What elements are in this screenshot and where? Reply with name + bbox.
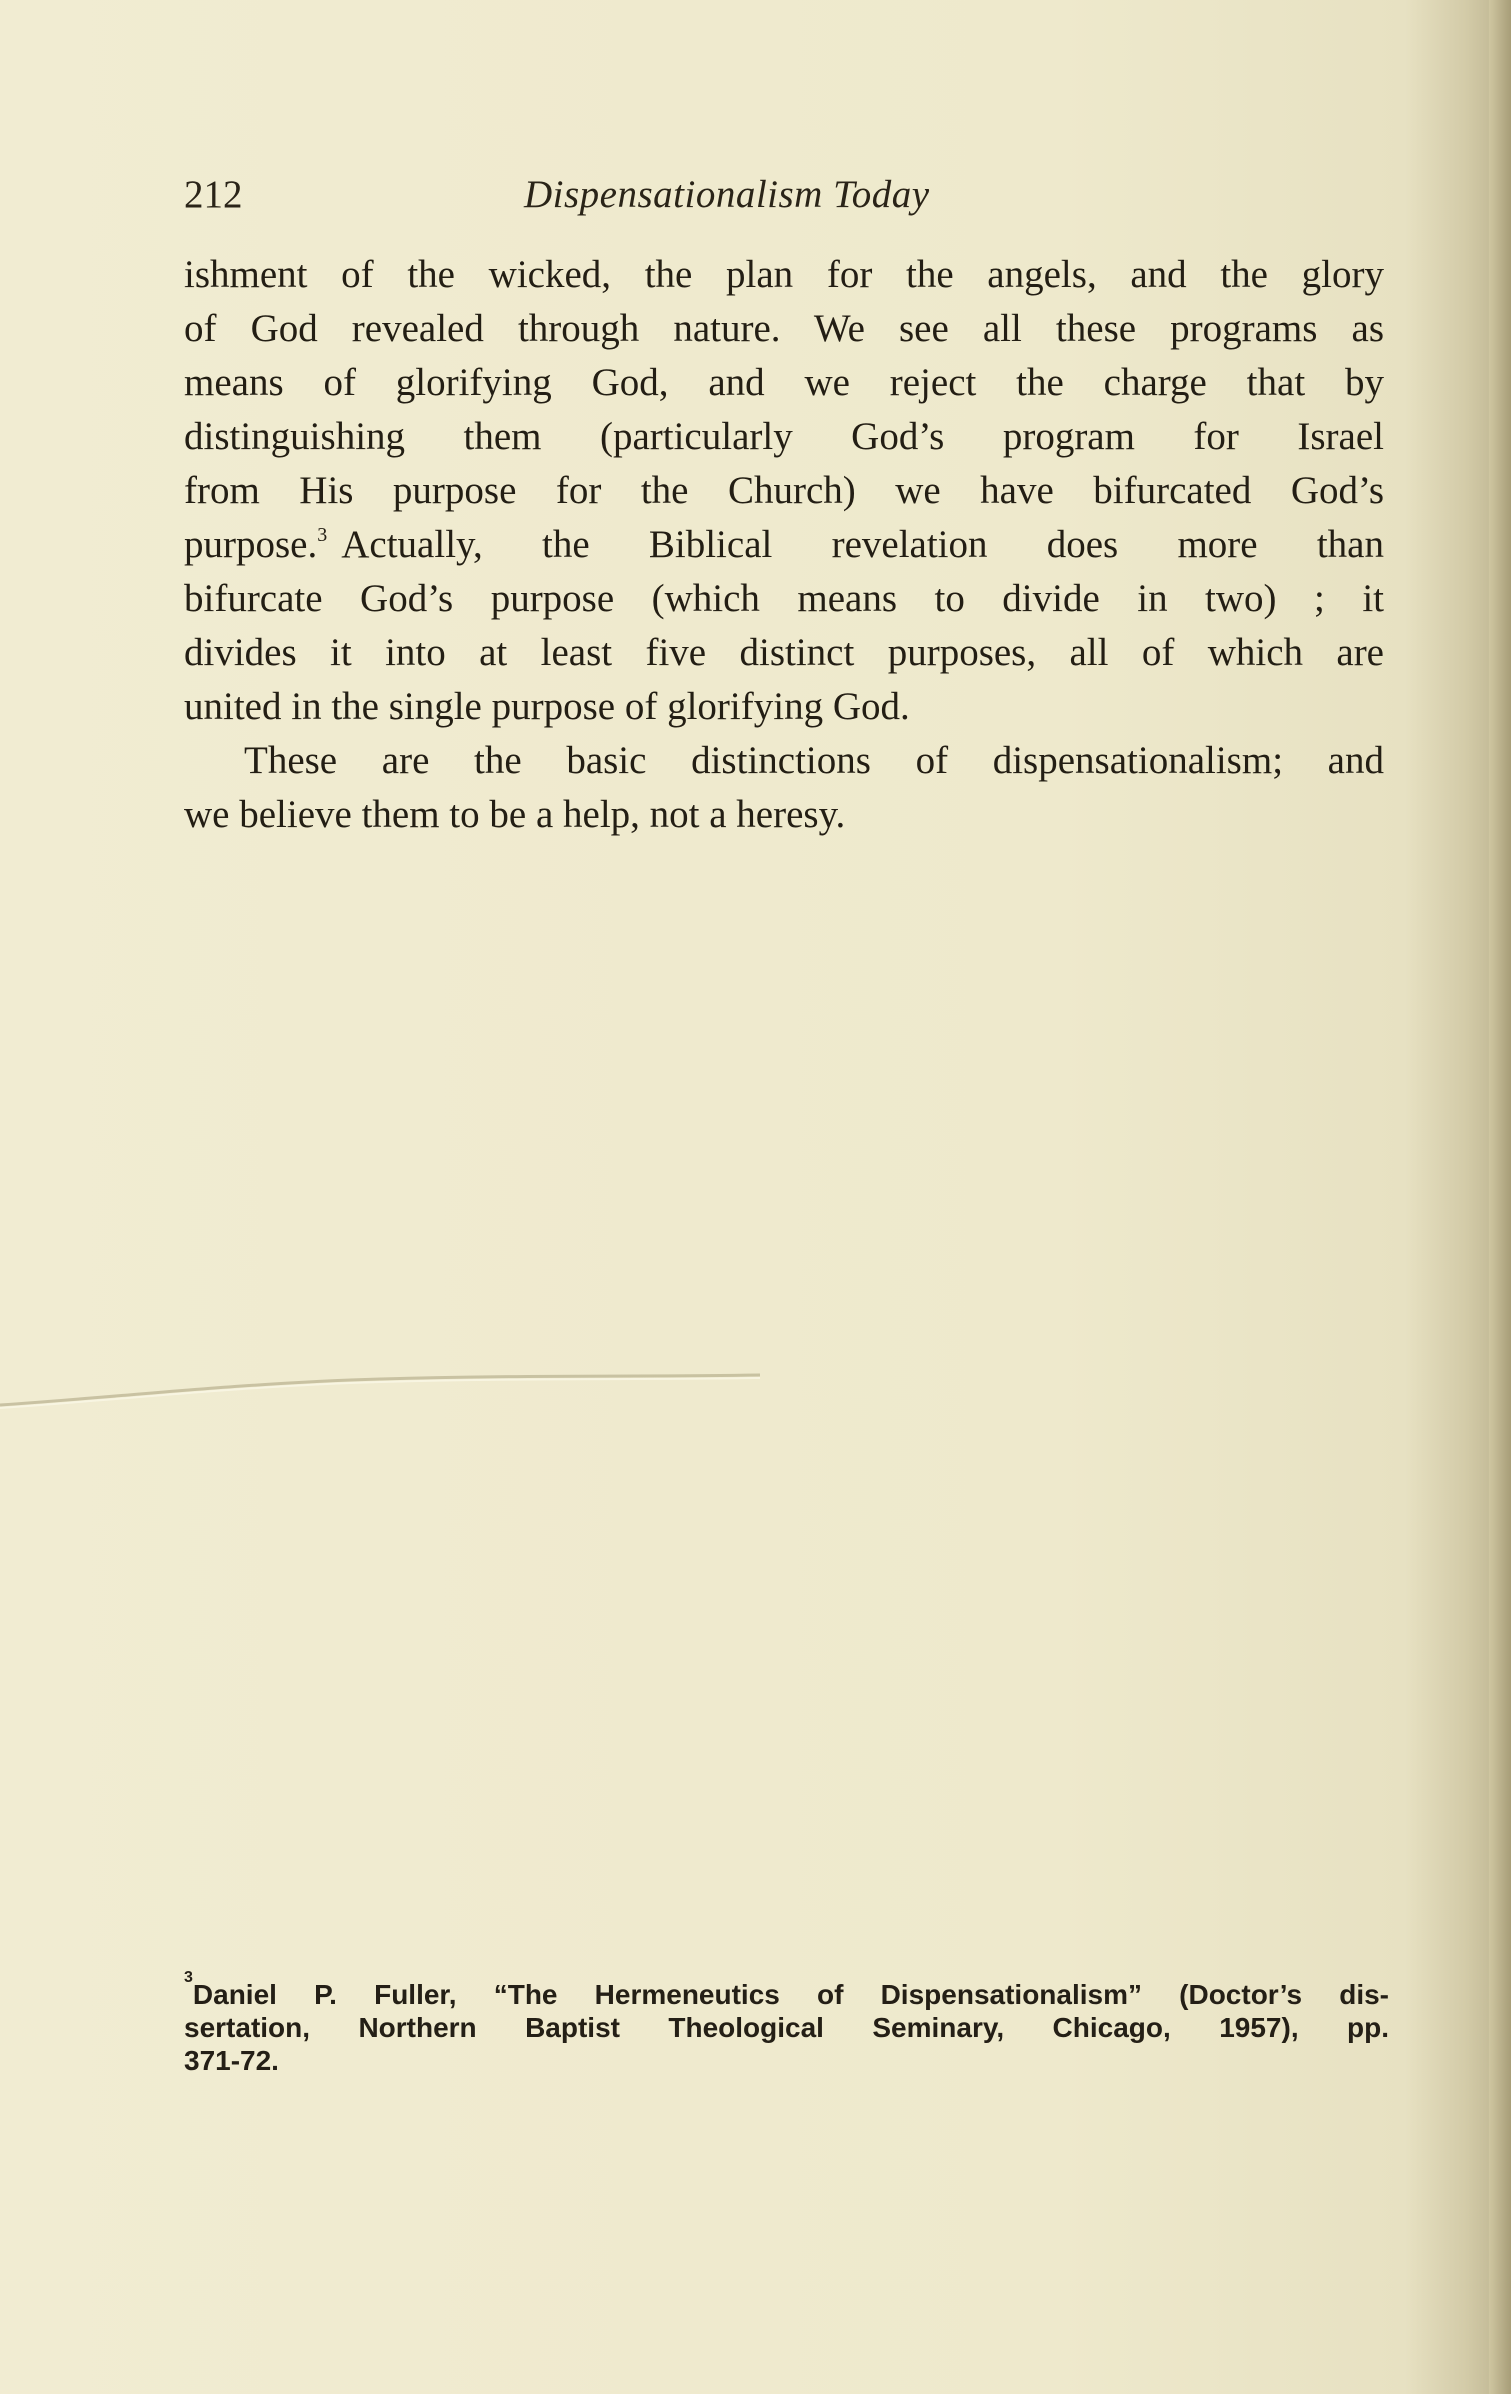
text-line: ishment of the wicked, the plan for the angels, and the glory [184, 253, 1384, 296]
footnote-text: Daniel P. Fuller, “The Hermeneutics of Dispensationalism” (Doctor’s dis- [192, 1979, 1389, 2010]
text-line: united in the single purpose of glorifying God. [184, 685, 910, 728]
text-line: bifurcate God’s purpose (which means to divide in two) ; it [184, 577, 1384, 620]
footnote [184, 1969, 1389, 2077]
text-line: divides it into at least five distinct purposes, all of which are [184, 631, 1384, 674]
text-line: distinguishing them (particularly God’s program for Israel [184, 415, 1384, 458]
text-line: we believe them to be a help, not a heresy. [184, 793, 846, 836]
text-fragment-end: Actually, the Biblical revelation does more than [341, 523, 1384, 566]
page-number: 212 [184, 173, 243, 216]
footnote-line [184, 1969, 1389, 2011]
text-line: of God revealed through nature. We see all these programs as [184, 307, 1384, 350]
text-line: means of glorifying God, and we reject the charge that by [184, 361, 1384, 404]
running-title: Dispensationalism Today [524, 173, 930, 216]
body-text [184, 248, 1384, 842]
text-line: These are the basic distinctions of dispensationalism; and [244, 739, 1384, 782]
footnote-line: 371-72. [184, 2045, 279, 2076]
footnote-line: sertation, Northern Baptist Theological Seminary, Chicago, 1957), pp. [184, 2012, 1389, 2043]
footnote-reference: 3 [317, 524, 328, 546]
page-edge [1489, 0, 1511, 2394]
text-line: from His purpose for the Church) we have bifurcated God’s [184, 469, 1384, 512]
footnote-marker: 3 [184, 1969, 193, 1986]
running-head [184, 172, 1384, 232]
text-fragment [184, 518, 327, 572]
paper-crease [0, 1365, 1511, 1425]
text-line-with-note [184, 518, 1384, 572]
text-fragment-start: purpose. [184, 523, 318, 566]
